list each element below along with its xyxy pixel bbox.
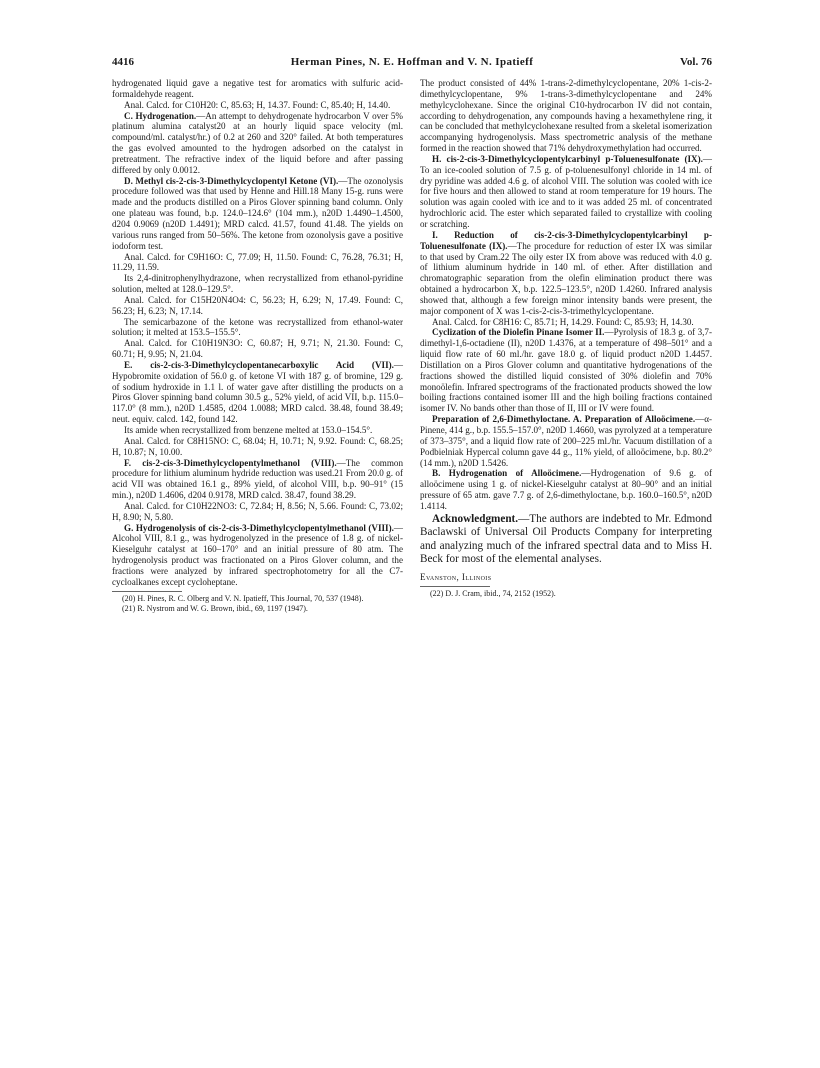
section-text: —Alcohol VIII, 8.1 g., was hydrogenolyzed in the presence of 1.8 g. of nickel-Kieselguhr catalyst at 160–170° and an initial pressure of 80 atm. The hydrogenolysis product was fractionated on a Piros Glover column, and the fractions were analyzed by infrared spectrophotometry for all the C7-cycloalkanes except cycloheptane. — [112, 522, 403, 587]
footnote-divider — [112, 591, 182, 592]
paragraph: hydrogenated liquid gave a negative test for aromatics with sulfuric acid-formaldehyde reagent. — [112, 78, 403, 99]
paragraph: Its 2,4-dinitrophenylhydrazone, when recrystallized from ethanol-pyridine solution, melted at 128.0–129.5°. — [112, 273, 403, 295]
section-text: —Hydrogenation of 9.6 g. of alloöcimene using 1 g. of nickel-Kieselguhr catalyst at 80–90° and an initial pressure of 65 atm. gave 7.7 g. of 2,6-dimethyloctane, b.p. 160.0–160.5°, n20D 1.4114. — [420, 468, 712, 511]
section-g — [112, 523, 403, 588]
right-column — [420, 78, 712, 599]
analysis-line: Anal. Calcd. for C10H19N3O: C, 60.87; H, 9.71; N, 21.30. Found: C, 60.71; H, 9.95; N, 21.04. — [112, 338, 403, 360]
section-c — [112, 111, 403, 176]
section-heading: F. cis-2-cis-3-Dimethylcyclopentylmethanol (VIII). — [124, 457, 337, 468]
section-text: —The common procedure for lithium aluminum hydride reduction was used.21 From 20.0 g. of acid VII was obtained 16.1 g., 89% yield, of alcohol VIII, b.p. 90–91° (15 min.), n20D 1.4606, d204 0.9178, MRD calcd. 38.47, found 38.29. — [112, 457, 403, 501]
section-text: —To an ice-cooled solution of 7.5 g. of p-toluenesulfonyl chloride in 14 ml. of dry pyridine was added 4.6 g. of alcohol VIII. The solution was cooled with ice for five hours and then allowed to stand at room temperature for 19 hours. The solution was again cooled with ice and to it was added 25 ml. of concentrated hydrochloric acid. The ester which separated failed to crystallize with cooling or scratching. — [420, 153, 712, 229]
section-heading: Preparation of 2,6-Dimethyloctane. A. Preparation of Alloöcimene. — [432, 414, 696, 425]
acknowledgment-text: —The authors are indebted to Mr. Edmond Baclawski of Universal Oil Products Company for interpreting and analyzing much of the infrared spectral data and to Miss H. Beck for most of the elemental analyses. — [420, 512, 712, 566]
section-preparation — [420, 414, 712, 468]
acknowledgment-heading: Acknowledgment. — [432, 512, 519, 525]
analysis-line: Anal. Calcd. for C10H22NO3: C, 72.84; H, 8.56; N, 5.66. Found: C, 73.02; H, 8.90; N, 5.80. — [112, 500, 403, 522]
section-heading: G. Hydrogenolysis of cis-2-cis-3-Dimethylcyclopentylmethanol (VIII). — [124, 522, 394, 533]
section-hydrogenation — [420, 468, 712, 511]
running-head-authors: Herman Pines, N. E. Hoffman and V. N. Ipatieff — [290, 56, 534, 68]
section-i — [420, 230, 712, 317]
section-text: —Pyrolysis of 18.3 g. of 3,7-dimethyl-1,6-octadiene (II), n20D 1.4376, at a temperature of 498–501° and a liquid flow rate of 60 ml./hr. gave 18.0 g. of liquid product n20D 1.4457. Distillation on a Piros Glover column and quantitative hydrogenations of the fractions showed the distilled liquid consisted of 30% diolefin and 70% monoölefin. Infrared spectrograms of the fractionated products showed the low boiling fractions contained isomer III and the high boiling fractions contained isomer IV. No bands other than those of II, III or IV were found. — [420, 327, 712, 414]
footnote: (21) R. Nystrom and W. G. Brown, ibid., 69, 1197 (1947). — [122, 603, 308, 613]
volume-label: Vol. 76 — [680, 56, 712, 68]
author-location: Evanston, Illinois — [420, 571, 492, 582]
page-number: 4416 — [112, 56, 134, 68]
section-f — [112, 458, 403, 501]
analysis-line: Anal. Calcd. for C8H15NO: C, 68.04; H, 10.71; N, 9.92. Found: C, 68.25; H, 10.87; N, 10.00. — [112, 435, 403, 457]
section-heading: I. Reduction of cis-2-cis-3-Dimethylcyclopentylcarbinyl p-Toluenesulfonate (IX). — [420, 229, 712, 251]
section-text: —Hypobromite oxidation of 56.0 g. of ketone VI with 187 g. of bromine, 129 g. of sodium hydroxide in 1.1 l. of water gave after distilling the products on a Piros Glover spinning band column 30.5 g., 52% yield, of acid VII, b.p. 115.0–117.0° (8 mm.), n20D 1.4585, d204 1.0088; MRD calcd. 38.48, found 38.49; neut. equiv. calcd. 142, found 142. — [112, 359, 403, 425]
page-header — [112, 56, 712, 72]
footnote-divider — [420, 586, 490, 587]
paragraph: Its amide when recrystallized from benzene melted at 153.0–154.5°. — [124, 425, 373, 435]
paragraph: The semicarbazone of the ketone was recrystallized from ethanol-water solution; it melted at 153.5–155.5°. — [112, 316, 403, 338]
section-heading: C. Hydrogenation. — [124, 110, 197, 121]
section-heading: D. Methyl cis-2-cis-3-Dimethylcyclopentyl Ketone (VI). — [124, 175, 339, 186]
section-text: —α-Pinene, 414 g., b.p. 155.5–157.0°, n20D 1.4660, was pyrolyzed at a temperature of 373–375°, and a liquid flow rate of 200–225 ml./hr. Vacuum distillation of a Podbielniak Hypercal column gave 44 g., 11% yield, of alloöcimene, b.p. 80.2° (14 mm.), n20D 1.5426. — [420, 414, 712, 468]
section-heading: E. cis-2-cis-3-Dimethylcyclopentanecarboxylic Acid (VII). — [124, 359, 394, 370]
paragraph: The product consisted of 44% 1-trans-2-dimethylcyclopentane, 20% 1-cis-2-dimethylcyclopentane, 9% 1-trans-3-dimethylcyclopentane and 24% methylcyclohexane. Since the original C10-hydrocarbon IV did not contain, according to dehydrogenation, any compounds having a hexamethylene ring, it can be concluded that methylcyclohexane resulted from a skeletal isomerization accompanying hydrogenolysis. Mass spectrometric analysis of the methane formed in the reaction showed that 71% dehydroxymethylation had occurred. — [420, 78, 712, 154]
section-text: —The ozonolysis procedure followed was that used by Henne and Hill.18 Many 15-g. runs were made and the products distilled on a Piros Glover spinning band column. Only one plateau was found, b.p. 124.0–124.6° (104 mm.), n20D 1.4490–1.4500, d204 0.9069 (n20D 1.4491); MRD calcd. 41.57, found 41.48. The yields on various runs ranged from 50–56%. The ketone from ozonolysis gave a positive iodoform test. — [112, 175, 403, 251]
section-heading: B. Hydrogenation of Alloöcimene. — [432, 468, 582, 479]
analysis-line: Anal. Calcd. for C8H16: C, 85.71; H, 14.29. Found: C, 85.93; H, 14.30. — [432, 316, 694, 327]
section-h — [420, 154, 712, 230]
left-column — [112, 78, 403, 614]
acknowledgment — [420, 513, 712, 567]
footnote: (22) D. J. Cram, ibid., 74, 2152 (1952). — [430, 588, 556, 598]
analysis-line: Anal. Calcd. for C10H20: C, 85.63; H, 14.37. Found: C, 85.40; H, 14.40. — [124, 99, 391, 110]
section-text: —The procedure for reduction of ester IX was similar to that used by Cram.22 The oily ester IX from above was reduced with 4.0 g. of lithium aluminum hydride in 140 ml. of ether. After distillation and chromatographic separation from the olefin elimination product there was obtained a hydrocarbon X, b.p. 122.5–123.5°, n20D 1.4260. Infrared analysis showed that, although a few foreign minor intensity bands were present, the major component of X was 1-cis-2-cis-3-trimethylcyclopentane. — [420, 240, 713, 316]
section-e — [112, 360, 403, 425]
section-cyclization — [420, 327, 712, 414]
section-heading: Cyclization of the Diolefin Pinane Isomer II. — [432, 327, 605, 338]
section-heading: H. cis-2-cis-3-Dimethylcyclopentylcarbinyl p-Toluenesulfonate (IX). — [432, 153, 703, 164]
analysis-line: Anal. Calcd. for C9H16O: C, 77.09; H, 11.50. Found: C, 76.28, 76.31; H, 11.29, 11.59. — [112, 251, 403, 273]
section-text: —An attempt to dehydrogenate hydrocarbon V over 5% platinum alumina catalyst20 at an hourly liquid space velocity (ml. compound/ml. catalyst/hr.) of 0.2 at 260 and 320° failed. At both temperatures the gas evolved amounted to the hydrogen adsorbed on the catalyst in pretreatment. The refractive index of the liquid before and after passing differed by only 0.0012. — [112, 110, 403, 175]
footnote: (20) H. Pines, R. C. Olberg and V. N. Ipatieff, This Journal, 70, 537 (1948). — [122, 593, 364, 603]
analysis-line: Anal. Calcd. for C15H20N4O4: C, 56.23; H, 6.29; N, 17.49. Found: C, 56.23; H, 6.23; N, 17.14. — [112, 294, 403, 316]
section-d — [112, 176, 403, 252]
